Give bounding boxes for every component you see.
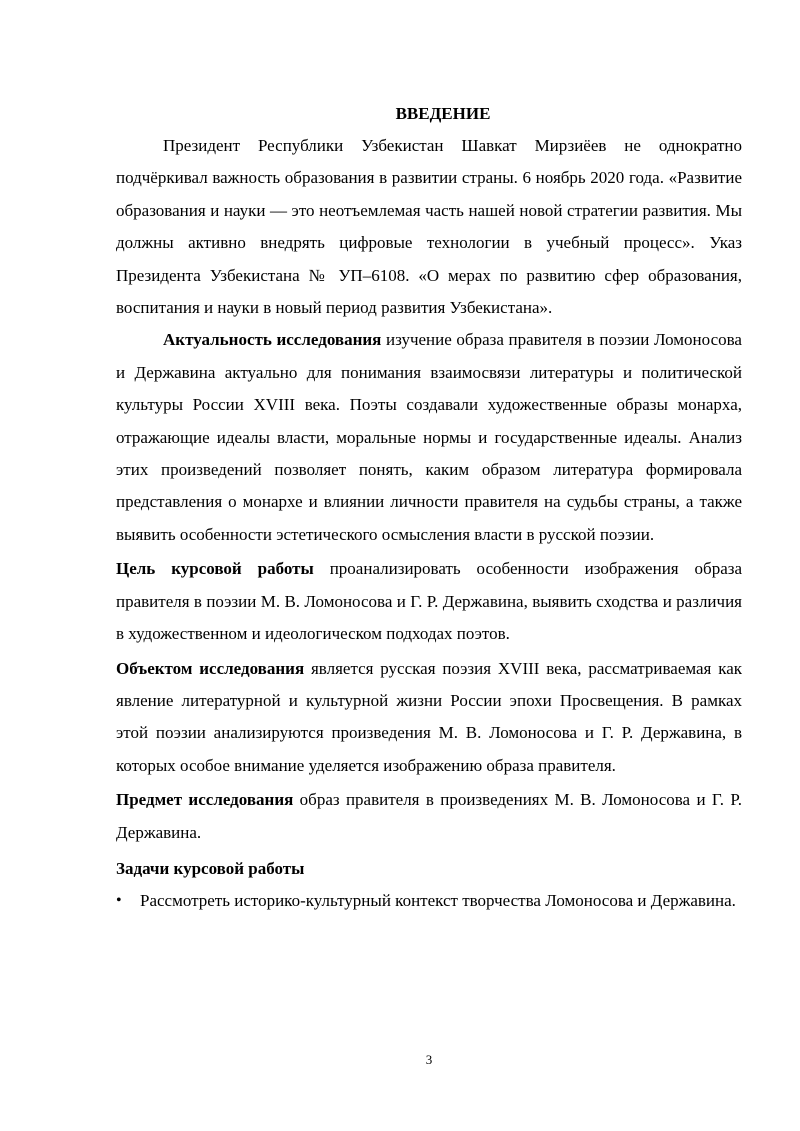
- tasks-heading: Задачи курсовой работы: [116, 858, 305, 878]
- relevance-text: изучение образа правителя в поэзии Ломоносова и Державина актуально для понимания взаимосвязи литературы и политической культуры России XVIII века. Поэты создавали художественные образы монарха, отражающие идеалы власти, моральные нормы и государственные идеалы. Анализ этих произведений позволяет понять, каким образом литература формировала представления о монархе и влиянии личности правителя на судьбы страны, а также выявить особенности эстетического осмысления власти в русской поэзии.: [116, 330, 742, 544]
- goal-paragraph: [116, 553, 742, 650]
- intro-paragraph: Президент Республики Узбекистан Шавкат Мирзиёев не однократно подчёркивал важность образования в развитии страны. 6 ноябрь 2020 года. «Развитие образования и науки — это неотъемлемая часть нашей новой стратегии развития. Мы должны активно внедрять цифровые технологии в учебный процесс». Указ Президента Узбекистана № УП–6108. «О мерах по развитию сфер образования, воспитания и науки в новый период развития Узбекистана».: [116, 136, 742, 318]
- relevance-label: Актуальность исследования: [163, 330, 382, 350]
- tasks-list: [116, 885, 742, 917]
- object-text: является русская поэзия XVIII века, рассматриваемая как явление литературной и культурной жизни России эпохи Просвещения. В рамках этой поэзии анализируются произведения М. В. Ломоносова и Г. Р. Державина, в которых особое внимание уделяется изображению образа правителя.: [116, 658, 742, 775]
- goal-label: Цель курсовой работы: [116, 559, 314, 579]
- page-title: ВВЕДЕНИЕ: [395, 104, 491, 123]
- object-paragraph: [116, 653, 742, 783]
- page-number: 3: [425, 1052, 433, 1067]
- bullet-icon: •: [116, 892, 122, 910]
- task-text: Рассмотреть историко-культурный контекст творчества Ломоносова и Державина.: [140, 891, 736, 911]
- goal-text: проанализировать особенности изображения образа правителя в поэзии М. В. Ломоносова и Г. Р. Державина, выявить сходства и различия в художественном и идеологическом подходах поэтов.: [116, 559, 742, 644]
- subject-text: образ правителя в произведениях М. В. Ломоносова и Г. Р. Державина.: [116, 790, 742, 842]
- list-item: [116, 885, 742, 917]
- subject-paragraph: [116, 784, 742, 849]
- relevance-paragraph: [116, 324, 742, 551]
- subject-label: Предмет исследования: [116, 790, 294, 810]
- document-page: [116, 96, 742, 918]
- object-label: Объектом исследования: [116, 658, 305, 678]
